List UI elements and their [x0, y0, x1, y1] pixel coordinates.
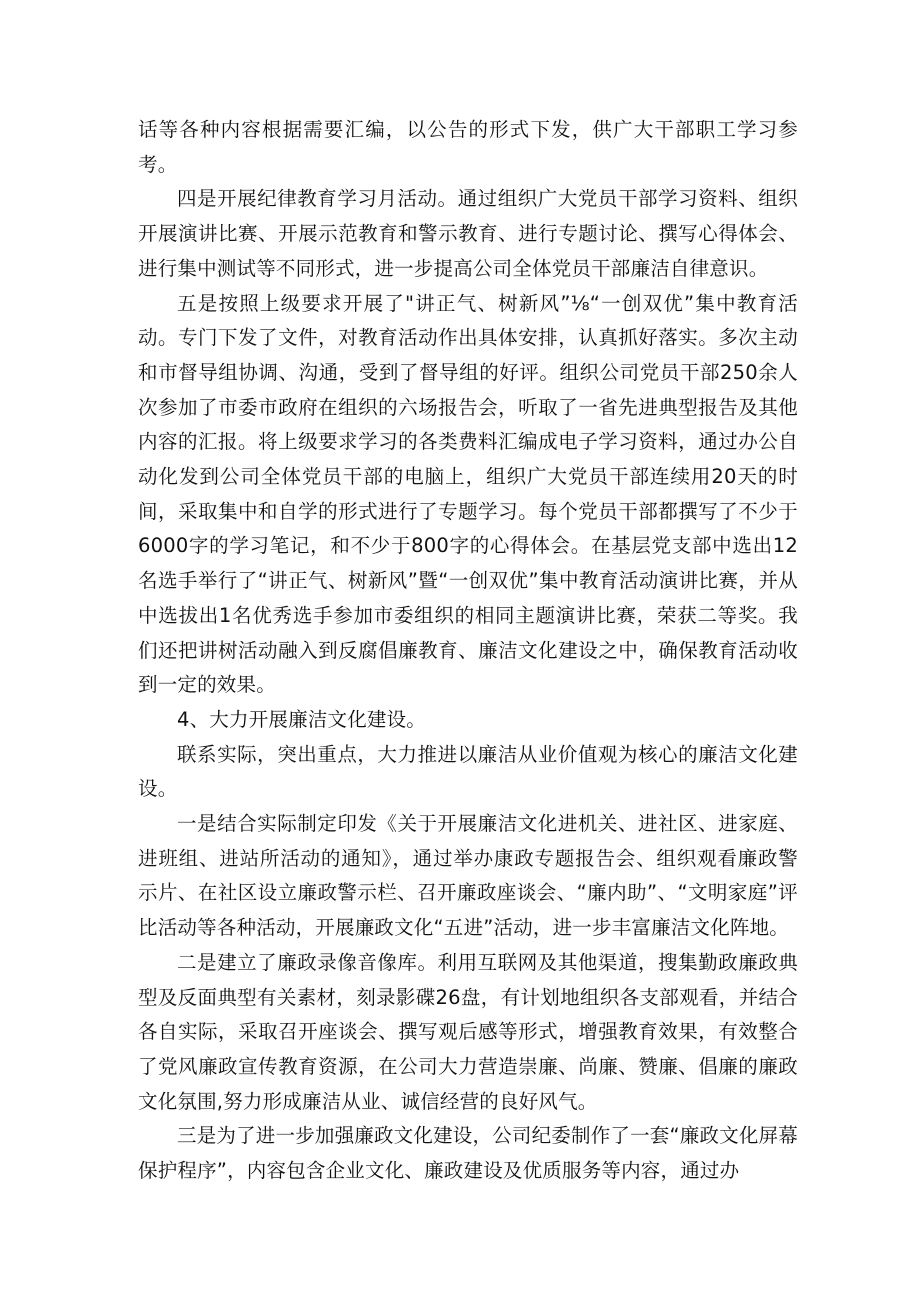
paragraph-item-two-video-library: 二是建立了廉政录像音像库。利用互联网及其他渠道，搜集勤政廉政典型及反面典型有关素材，刻录影碟26盘，有计划地组织各支部观看，并结合各自实际，采取召开座谈会、撰写观后感等形式，增强教育效果，有效整合了党风廉政宣传教育资源，在公司大力营造崇廉、尚廉、赞廉、倡廉的廉政文化氛围,努力形成廉洁从业、诚信经营的良好风气。 — [138, 950, 798, 1113]
paragraph-continuation: 话等各种内容根据需要汇编，以公告的形式下发，供广大干部职工学习参考。 — [138, 118, 798, 176]
paragraph-item-four-discipline-month: 四是开展纪律教育学习月活动。通过组织广大党员干部学习资料、组织开展演讲比赛、开展示范教育和警示教育、进行专题讨论、撰写心得体会、进行集中测试等不同形式，进一步提高公司全体党员干部廉洁自律意识。 — [138, 187, 798, 280]
paragraph-item-three-screensaver: 三是为了进一步加强廉政文化建设，公司纪委制作了一套“廉政文化屏幕保护程序”，内容包含企业文化、廉政建设及优质服务等内容，通过办 — [138, 1124, 799, 1183]
paragraph-item-one-five-entries: 一是结合实际制定印发《关于开展廉洁文化进机关、进社区、进家庭、进班组、进站所活动的通知》，通过举办康政专题报告会、组织观看廉政警示片、在社区设立廉政警示栏、召开廉政座谈会、“廉内助”、“文明家庭”评比活动等各种活动，开展廉政文化“五进”活动，进一步丰富廉洁文化阵地。 — [138, 812, 798, 940]
section-heading-integrity-culture: 4、大力开展廉洁文化建设。 — [177, 707, 427, 731]
paragraph-item-five-education-campaign: 五是按照上级要求开展了"讲正气、树新风”⅛“一创双优”集中教育活动。专门下发了文件，对教育活动作出具体安排，认真抓好落实。多次主动和市督导组协调、沟通，受到了督导组的好评。组织公司党员干部250余人次参加了市委市政府在组织的六场报告会，听取了一省先进典型报告及其他内容的汇报。将上级要求学习的各类费料汇编成电子学习资料，通过办公自动化发到公司全体党员干部的电脑上，组织广大党员干部连续用20天的时间，采取集中和自学的形式进行了专题学习。每个党员干部都撰写了不少于6000字的学习笔记，和不少于800字的心得体会。在基层党支部中选出12名选手举行了“讲正气、树新风”暨“一创双优”集中教育活动演讲比赛，并从中选拔出1名优秀选手参加市委组织的相同主题演讲比赛，荣获二等奖。我们还把讲树活动融入到反腐倡廉教育、廉洁文化建设之中，确保教育活动收到一定的效果。 — [138, 291, 798, 697]
document-body — [138, 113, 798, 1189]
paragraph-section-intro: 联系实际，突出重点，大力推进以廉洁从业价值观为核心的廉洁文化建设。 — [138, 742, 798, 801]
